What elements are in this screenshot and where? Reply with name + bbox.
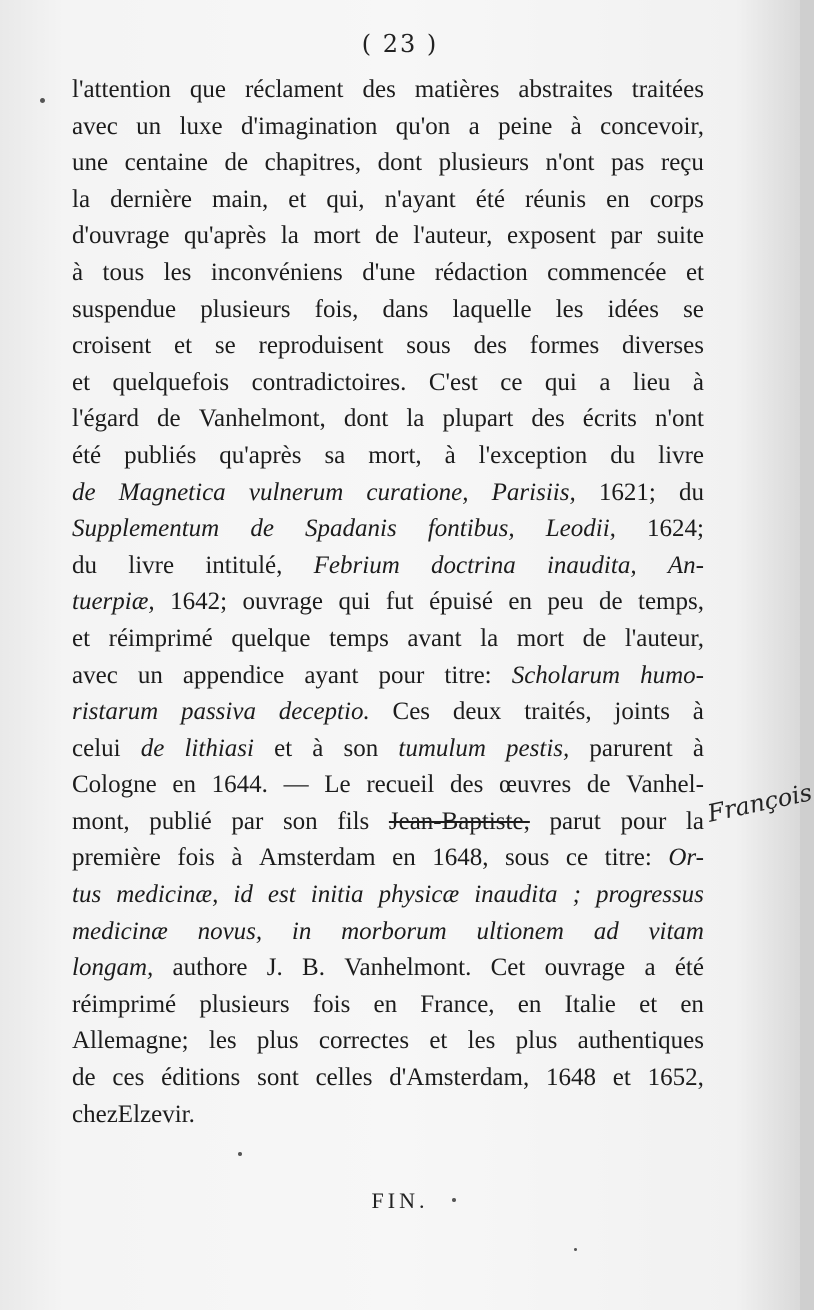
word: et <box>72 624 91 652</box>
ink-speck <box>574 1248 577 1251</box>
word: la <box>685 807 704 835</box>
word: quelque <box>231 624 311 652</box>
word: Ces <box>392 698 431 726</box>
word: et <box>429 1027 448 1055</box>
word: été <box>475 185 505 213</box>
word: de <box>375 222 399 250</box>
word: et <box>639 990 658 1018</box>
text-line <box>72 804 704 841</box>
word: en <box>680 990 704 1018</box>
word: medicinæ, <box>116 881 219 909</box>
text-line <box>72 987 704 1024</box>
word: pour <box>378 661 425 689</box>
word: l'exception <box>478 441 588 469</box>
word: appendice <box>182 661 285 689</box>
text-line <box>72 877 704 914</box>
word: ayant <box>304 661 359 689</box>
word: contradictoires. <box>251 368 407 396</box>
word: tous <box>102 258 145 286</box>
word: avec <box>72 112 118 140</box>
word: Supplementum <box>72 515 220 543</box>
word: une <box>72 149 109 177</box>
word: France, <box>420 990 495 1018</box>
word: suspendue <box>72 295 177 323</box>
word: vulnerum <box>248 478 344 506</box>
word: dont <box>343 405 389 433</box>
ink-speck <box>40 98 45 103</box>
word: 1642; <box>170 588 228 616</box>
body-text <box>72 72 704 1133</box>
word: l'égard <box>72 405 139 433</box>
word: de <box>72 478 96 506</box>
word: curatione, <box>366 478 469 506</box>
word: des <box>531 405 565 433</box>
word: a <box>644 954 656 982</box>
ink-speck <box>452 1198 456 1202</box>
word: de <box>140 734 165 762</box>
word: quelquefois <box>112 368 230 396</box>
text-line <box>72 72 704 109</box>
word: son <box>282 807 318 835</box>
word: et <box>72 368 91 396</box>
word: sa <box>324 441 346 469</box>
word: 1648 <box>546 1064 596 1092</box>
word: fois, <box>314 295 359 323</box>
word: les <box>555 295 584 323</box>
struck-word: Jean-Baptiste, <box>388 807 530 835</box>
text-line <box>72 438 704 475</box>
text-line <box>72 767 704 804</box>
word: inaudita, <box>546 551 637 579</box>
word: épuisé <box>429 588 493 616</box>
word: peu <box>547 588 584 616</box>
word: et <box>612 1064 631 1092</box>
word: chez <box>72 1100 118 1128</box>
ink-speck <box>238 1152 242 1156</box>
word: peine <box>498 112 553 140</box>
word: du <box>72 551 97 579</box>
word: n'ayant <box>384 185 456 213</box>
word: plupart <box>442 405 514 433</box>
word: ces <box>112 1064 145 1092</box>
word: a <box>599 368 611 396</box>
word: tus <box>72 881 102 909</box>
end-marker: FIN. <box>371 1188 429 1213</box>
word: se <box>683 295 704 323</box>
text-line <box>72 548 704 585</box>
word: et <box>173 332 193 360</box>
word: titre: <box>604 844 652 872</box>
word: traités, <box>524 698 592 726</box>
word: initia <box>310 881 364 909</box>
word: ce <box>500 368 523 396</box>
text-line <box>72 292 704 329</box>
word: novus, <box>197 917 263 945</box>
word: œuvres <box>499 771 572 799</box>
word: recueil <box>366 771 435 799</box>
word: mont, <box>72 807 130 835</box>
text-line <box>72 365 704 402</box>
word: rédaction <box>434 258 528 286</box>
text-line <box>72 731 704 768</box>
word: à <box>444 441 456 469</box>
word: n'ont <box>654 405 704 433</box>
word: temps, <box>638 588 704 616</box>
text-line <box>72 145 704 182</box>
word: première <box>72 844 161 872</box>
word: inaudita <box>474 881 558 909</box>
word: des <box>473 332 507 360</box>
word: tuerpiæ, <box>72 588 155 616</box>
text-line <box>72 658 704 695</box>
word: mort <box>516 624 565 652</box>
word: ce <box>565 844 589 872</box>
word: à <box>692 368 704 396</box>
word: B. <box>302 954 325 982</box>
word: tumulum <box>398 734 486 762</box>
word: en <box>508 588 532 616</box>
word: sont <box>257 1064 299 1092</box>
word: id <box>233 881 253 909</box>
word: par <box>610 222 643 250</box>
word: formes <box>529 332 600 360</box>
word: croisent <box>72 332 152 360</box>
word: des <box>450 771 484 799</box>
word: fontibus, <box>427 515 515 543</box>
word: Vanhelmont. <box>344 954 472 982</box>
word: correctes <box>318 1027 410 1055</box>
word: Amsterdam <box>258 844 376 872</box>
text-line <box>72 1060 704 1097</box>
word: plus <box>515 1027 558 1055</box>
word: Or- <box>668 844 704 872</box>
word: à <box>231 844 243 872</box>
word: à <box>72 258 84 286</box>
word: l'auteur, <box>624 624 704 652</box>
word: plusieurs <box>199 990 290 1018</box>
word: Spadanis <box>305 515 397 543</box>
word: qui, <box>326 185 365 213</box>
text-line <box>72 218 704 255</box>
page-number: ( 23 ) <box>361 30 439 58</box>
word: progressus <box>596 881 704 909</box>
word: mort <box>313 222 361 250</box>
word: temps <box>329 624 389 652</box>
word: authore <box>172 954 248 982</box>
word: lieu <box>632 368 671 396</box>
word: et <box>685 258 704 286</box>
word: parut <box>549 807 601 835</box>
word: pas <box>611 149 645 177</box>
text-line <box>72 511 704 548</box>
word: son <box>343 734 379 762</box>
word: qu'après <box>184 222 267 250</box>
word: chapitres, <box>264 149 362 177</box>
word: que <box>189 76 226 103</box>
word: ; <box>572 881 581 909</box>
word: et <box>288 185 307 213</box>
word: fils <box>337 807 370 835</box>
word: inconvéniens <box>210 258 343 286</box>
word: l'attention <box>72 76 171 103</box>
word: qu'après <box>219 441 302 469</box>
word: corps <box>649 185 704 213</box>
word: écrits <box>582 405 637 433</box>
word: physicæ <box>378 881 460 909</box>
word: luxe <box>179 112 223 140</box>
word: à <box>692 734 704 762</box>
word: livre <box>658 441 704 469</box>
word: les <box>208 1027 237 1055</box>
word: d'imagination <box>240 112 378 140</box>
word: medicinæ <box>72 917 168 945</box>
text-line <box>72 584 704 621</box>
word: des <box>362 76 396 103</box>
word: n'ont <box>545 149 595 177</box>
word: 1621; <box>598 478 656 506</box>
word: Elzevir. <box>117 1100 195 1128</box>
word: de <box>157 405 181 433</box>
text-line <box>72 1023 704 1060</box>
word: passiva <box>180 698 256 726</box>
word: Scholarum <box>511 661 621 689</box>
word: diverses <box>622 332 704 360</box>
word: réimprimé <box>72 990 177 1018</box>
word: dont <box>377 149 423 177</box>
word: longam, <box>72 954 154 982</box>
word: du <box>610 441 636 469</box>
word: été <box>72 441 102 469</box>
word: en <box>606 185 630 213</box>
word: Italie <box>564 990 616 1018</box>
word: d'ouvrage <box>72 222 170 250</box>
word: qu'on <box>395 112 451 140</box>
word: traitées <box>631 76 704 103</box>
word: en <box>517 990 542 1018</box>
word: de <box>224 149 249 177</box>
word: suite <box>656 222 704 250</box>
word: commencée <box>547 258 667 286</box>
word: mort, <box>368 441 422 469</box>
word: est <box>267 881 296 909</box>
word: fut <box>385 588 414 616</box>
word: vitam <box>648 917 704 945</box>
word: abstraites <box>518 76 613 103</box>
word: à <box>692 698 704 726</box>
word: ouvrage <box>242 588 324 616</box>
word: Allemagne; <box>72 1027 189 1055</box>
word: dans <box>382 295 429 323</box>
word: Leodii, <box>545 515 616 543</box>
word: Le <box>324 771 351 799</box>
word: de <box>598 588 623 616</box>
text-line <box>72 950 704 987</box>
text-line <box>72 1097 704 1134</box>
word: de <box>72 1064 96 1092</box>
word: ristarum <box>72 698 159 726</box>
word: les <box>467 1027 496 1055</box>
word: fois <box>177 844 215 872</box>
word: la <box>480 624 499 652</box>
text-line <box>72 109 704 146</box>
word: par <box>231 807 264 835</box>
text-line <box>72 475 704 512</box>
word: à <box>312 734 324 762</box>
word: réclament <box>244 76 344 103</box>
text-line <box>72 840 704 877</box>
word: d'une <box>362 258 416 286</box>
word: 1648, <box>432 844 489 872</box>
word: Cet <box>490 954 526 982</box>
word: parurent <box>589 734 673 762</box>
word: J. <box>266 954 283 982</box>
word: main, <box>212 185 269 213</box>
word: deux <box>452 698 502 726</box>
word: un <box>137 661 163 689</box>
word: authentiques <box>577 1027 704 1055</box>
word: deceptio. <box>278 698 370 726</box>
word: les <box>163 258 192 286</box>
word: matières <box>414 76 500 103</box>
word: Vanhel- <box>626 771 704 799</box>
word: en <box>392 844 416 872</box>
word: en <box>172 771 196 799</box>
word: laquelle <box>452 295 532 323</box>
word: doctrina <box>431 551 516 579</box>
word: Cologne <box>72 771 157 799</box>
word: du <box>678 478 704 506</box>
word: sous <box>504 844 550 872</box>
word: d'Amsterdam, <box>389 1064 530 1092</box>
word: 1644. <box>211 771 268 799</box>
word: la <box>406 405 425 433</box>
word: ouvrage <box>544 954 626 982</box>
word: titre: <box>444 661 492 689</box>
word: de <box>586 771 611 799</box>
word: dernière <box>110 185 192 213</box>
word: été <box>674 954 704 982</box>
word: réimprimé <box>108 624 213 652</box>
word: fois <box>312 990 351 1018</box>
word: concevoir, <box>600 112 704 140</box>
word: centaine <box>124 149 208 177</box>
word: ad <box>593 917 619 945</box>
word: de <box>582 624 607 652</box>
word: l'auteur, <box>413 222 493 250</box>
word: Febrium <box>313 551 400 579</box>
word: a <box>468 112 480 140</box>
word: en <box>373 990 398 1018</box>
word: à <box>570 112 582 140</box>
word: Parisiis, <box>491 478 576 506</box>
text-line <box>72 694 704 731</box>
word: publiés <box>124 441 197 469</box>
word: in <box>291 917 312 945</box>
word: Vanhelmont, <box>198 405 326 433</box>
word: celui <box>72 734 121 762</box>
word: Magnetica <box>118 478 226 506</box>
text-line <box>72 182 704 219</box>
word: lithiasi <box>184 734 254 762</box>
text-line <box>72 621 704 658</box>
text-line <box>72 328 704 365</box>
word: éditions <box>161 1064 241 1092</box>
text-line <box>72 255 704 292</box>
word: ultionem <box>476 917 564 945</box>
word: intitulé, <box>205 551 283 579</box>
word: morborum <box>341 917 447 945</box>
word: la <box>280 222 299 250</box>
word: plusieurs <box>438 149 529 177</box>
handwritten-margin-note: François <box>705 778 814 828</box>
word: humo- <box>640 661 704 689</box>
word: avant <box>407 624 462 652</box>
word: de <box>250 515 274 543</box>
word: 1652, <box>647 1064 704 1092</box>
word: livre <box>128 551 175 579</box>
word: avec <box>72 661 118 689</box>
text-line <box>72 401 704 438</box>
word: reproduisent <box>258 332 384 360</box>
word: qui <box>544 368 577 396</box>
word: idées <box>607 295 659 323</box>
word: qui <box>338 588 371 616</box>
word: réunis <box>524 185 587 213</box>
word: sous <box>406 332 451 360</box>
word: exposent <box>506 222 596 250</box>
word: celles <box>315 1064 373 1092</box>
word: joints <box>614 698 670 726</box>
word: An- <box>667 551 704 579</box>
word: C'est <box>428 368 478 396</box>
word: un <box>136 112 162 140</box>
word: plus <box>256 1027 299 1055</box>
word: se <box>214 332 236 360</box>
word: pour <box>620 807 667 835</box>
text-line <box>72 914 704 951</box>
word: et <box>274 734 293 762</box>
word: pestis, <box>506 734 570 762</box>
word: 1624; <box>647 515 704 543</box>
word: — <box>283 771 309 799</box>
word: plusieurs <box>200 295 291 323</box>
word: publié <box>149 807 212 835</box>
word: la <box>72 185 91 213</box>
word: reçu <box>660 149 704 177</box>
